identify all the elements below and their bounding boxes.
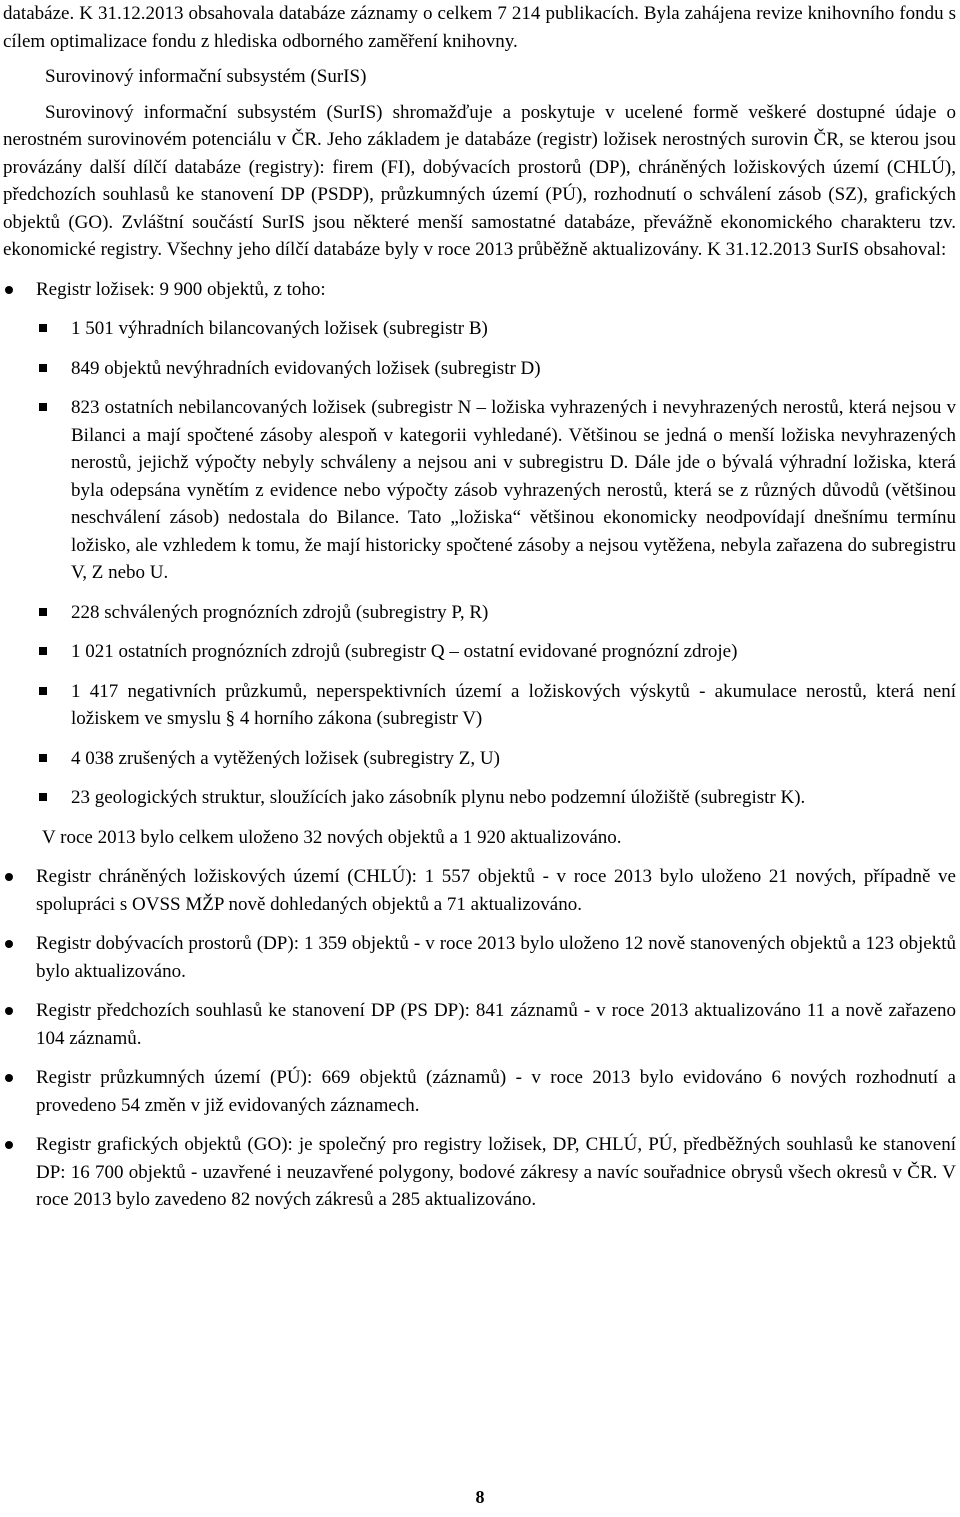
bullet-icon bbox=[5, 873, 13, 881]
square-bullet-icon bbox=[39, 608, 47, 616]
document-page bbox=[3, 0, 956, 1214]
sub-list-item: 228 schválených prognózních zdrojů (subregistry P, R) bbox=[3, 599, 956, 627]
registr-lozisek-title: Registr ložisek: 9 900 objektů, z toho: bbox=[36, 278, 326, 300]
registr-lozisek-summary: V roce 2013 bylo celkem uloženo 32 nových objektů a 1 920 aktualizováno. bbox=[42, 826, 622, 848]
page-number: 8 bbox=[475, 1487, 485, 1507]
intro-paragraph: databáze. K 31.12.2013 obsahovala databáze záznamy o celkem 7 214 publikacích. Byla zahájena revize knihovního fondu s cílem optimalizace fondu z hlediska odborného zaměření knihovny. bbox=[3, 3, 956, 52]
list-item-pu: Registr průzkumných území (PÚ): 669 objektů (záznamů) - v roce 2013 bylo evidováno 6 nových rozhodnutí a provedeno 54 změn v již evidovaných záznamech. bbox=[3, 1064, 956, 1119]
square-bullet-icon bbox=[39, 754, 47, 762]
list-item-psdp: Registr předchozích souhlasů ke stanovení DP (PS DP): 841 záznamů - v roce 2013 aktualizováno 11 a nově zařazeno 104 záznamů. bbox=[3, 997, 956, 1052]
square-bullet-icon bbox=[39, 403, 47, 411]
square-bullet-icon bbox=[39, 793, 47, 801]
bullet-icon bbox=[5, 286, 13, 294]
list-item-chlu: Registr chráněných ložiskových území (CHLÚ): 1 557 objektů - v roce 2013 bylo uloženo 21 nových, případně ve spolupráci s OVSS MŽP nově dohledaných objektů a 71 aktualizováno. bbox=[3, 863, 956, 918]
registr-lozisek-sublist bbox=[3, 315, 956, 812]
list-item-go: Registr grafických objektů (GO): je společný pro registry ložisek, DP, CHLÚ, PÚ, předběžných souhlasů ke stanovení DP: 16 700 objektů - uzavřené i neuzavřené polygony, bodové zákresy a navíc souřadnice obrysů všech okresů v ČR. V roce 2013 bylo zavedeno 82 nových zákresů a 285 aktualizováno. bbox=[3, 1131, 956, 1214]
bullet-icon bbox=[5, 1074, 13, 1082]
sub-list-item: 1 021 ostatních prognózních zdrojů (subregistr Q – ostatní evidované prognózní zdroje) bbox=[3, 638, 956, 666]
sub-list-item: 823 ostatních nebilancovaných ložisek (subregistr N – ložiska vyhrazených i nevyhrazených nerostů, která nejsou v Bilanci a mají spočtené zásoby alespoň v kategorii vyhledané). Většinou se jedná o menší ložiska nevyhrazených nerostů, jejichž výpočty nebyly schváleny a nejsou ani v subregistru D. Dále jde o bývalá výhradní ložiska, která byla odepsána vynětím z evidence nebo výpočty zásob vyhrazených nerostů, která se z různých důvodů (většinou neschválení zásob) nedostala do Bilance. Tato „ložiska“ většinou ekonomicky neodpovídají dnešnímu termínu ložisko, ale vzhledem k tomu, že mají historicky spočtené zásoby a nejsou vytěžena, nebyla zařazena do subregistru V, Z nebo U. bbox=[3, 394, 956, 587]
list-item-dp: Registr dobývacích prostorů (DP): 1 359 objektů - v roce 2013 bylo uloženo 12 nově stanovených objektů a 123 objektů bylo aktualizováno. bbox=[3, 930, 956, 985]
bullet-icon bbox=[5, 1007, 13, 1015]
section-paragraph: Surovinový informační subsystém (SurIS) shromažďuje a poskytuje v ucelené formě veškeré dostupné údaje o nerostném surovinovém potenciálu v ČR. Jeho základem je databáze (registr) ložisek nerostných surovin ČR, se kterou jsou provázány další dílčí databáze (registry): firem (FI), dobývacích prostorů (DP), chráněných ložiskových území (CHLÚ), předchozích souhlasů ke stanovení DP (PSDP), průzkumných území (PÚ), rozhodnutí o schválení zásob (SZ), grafických objektů (GO). Zvláštní součástí SurIS jsou některé menší samostatné databáze, převážně ekonomického charakteru tzv. ekonomické registry. Všechny jeho dílčí databáze byly v roce 2013 průběžně aktualizovány. K 31.12.2013 SurIS obsahoval: bbox=[3, 101, 956, 260]
sub-list-item: 23 geologických struktur, sloužících jako zásobník plynu nebo podzemní úložiště (subregistr K). bbox=[3, 784, 956, 812]
square-bullet-icon bbox=[39, 324, 47, 332]
bullet-icon bbox=[5, 1141, 13, 1149]
bullet-icon bbox=[5, 940, 13, 948]
square-bullet-icon bbox=[39, 647, 47, 655]
sub-list-item: 1 417 negativních průzkumů, neperspektivních území a ložiskových výskytů - akumulace nerostů, která není ložiskem ve smyslu § 4 horního zákona (subregistr V) bbox=[3, 678, 956, 733]
sub-list-item: 1 501 výhradních bilancovaných ložisek (subregistr B) bbox=[3, 315, 956, 343]
section-heading: Surovinový informační subsystém (SurIS) bbox=[45, 66, 367, 87]
sub-list-item: 849 objektů nevýhradních evidovaných ložisek (subregistr D) bbox=[3, 355, 956, 383]
list-item-registr-lozisek bbox=[3, 276, 956, 852]
sub-list-item: 4 038 zrušených a vytěžených ložisek (subregistry Z, U) bbox=[3, 745, 956, 773]
register-list bbox=[3, 276, 956, 1214]
square-bullet-icon bbox=[39, 687, 47, 695]
square-bullet-icon bbox=[39, 364, 47, 372]
